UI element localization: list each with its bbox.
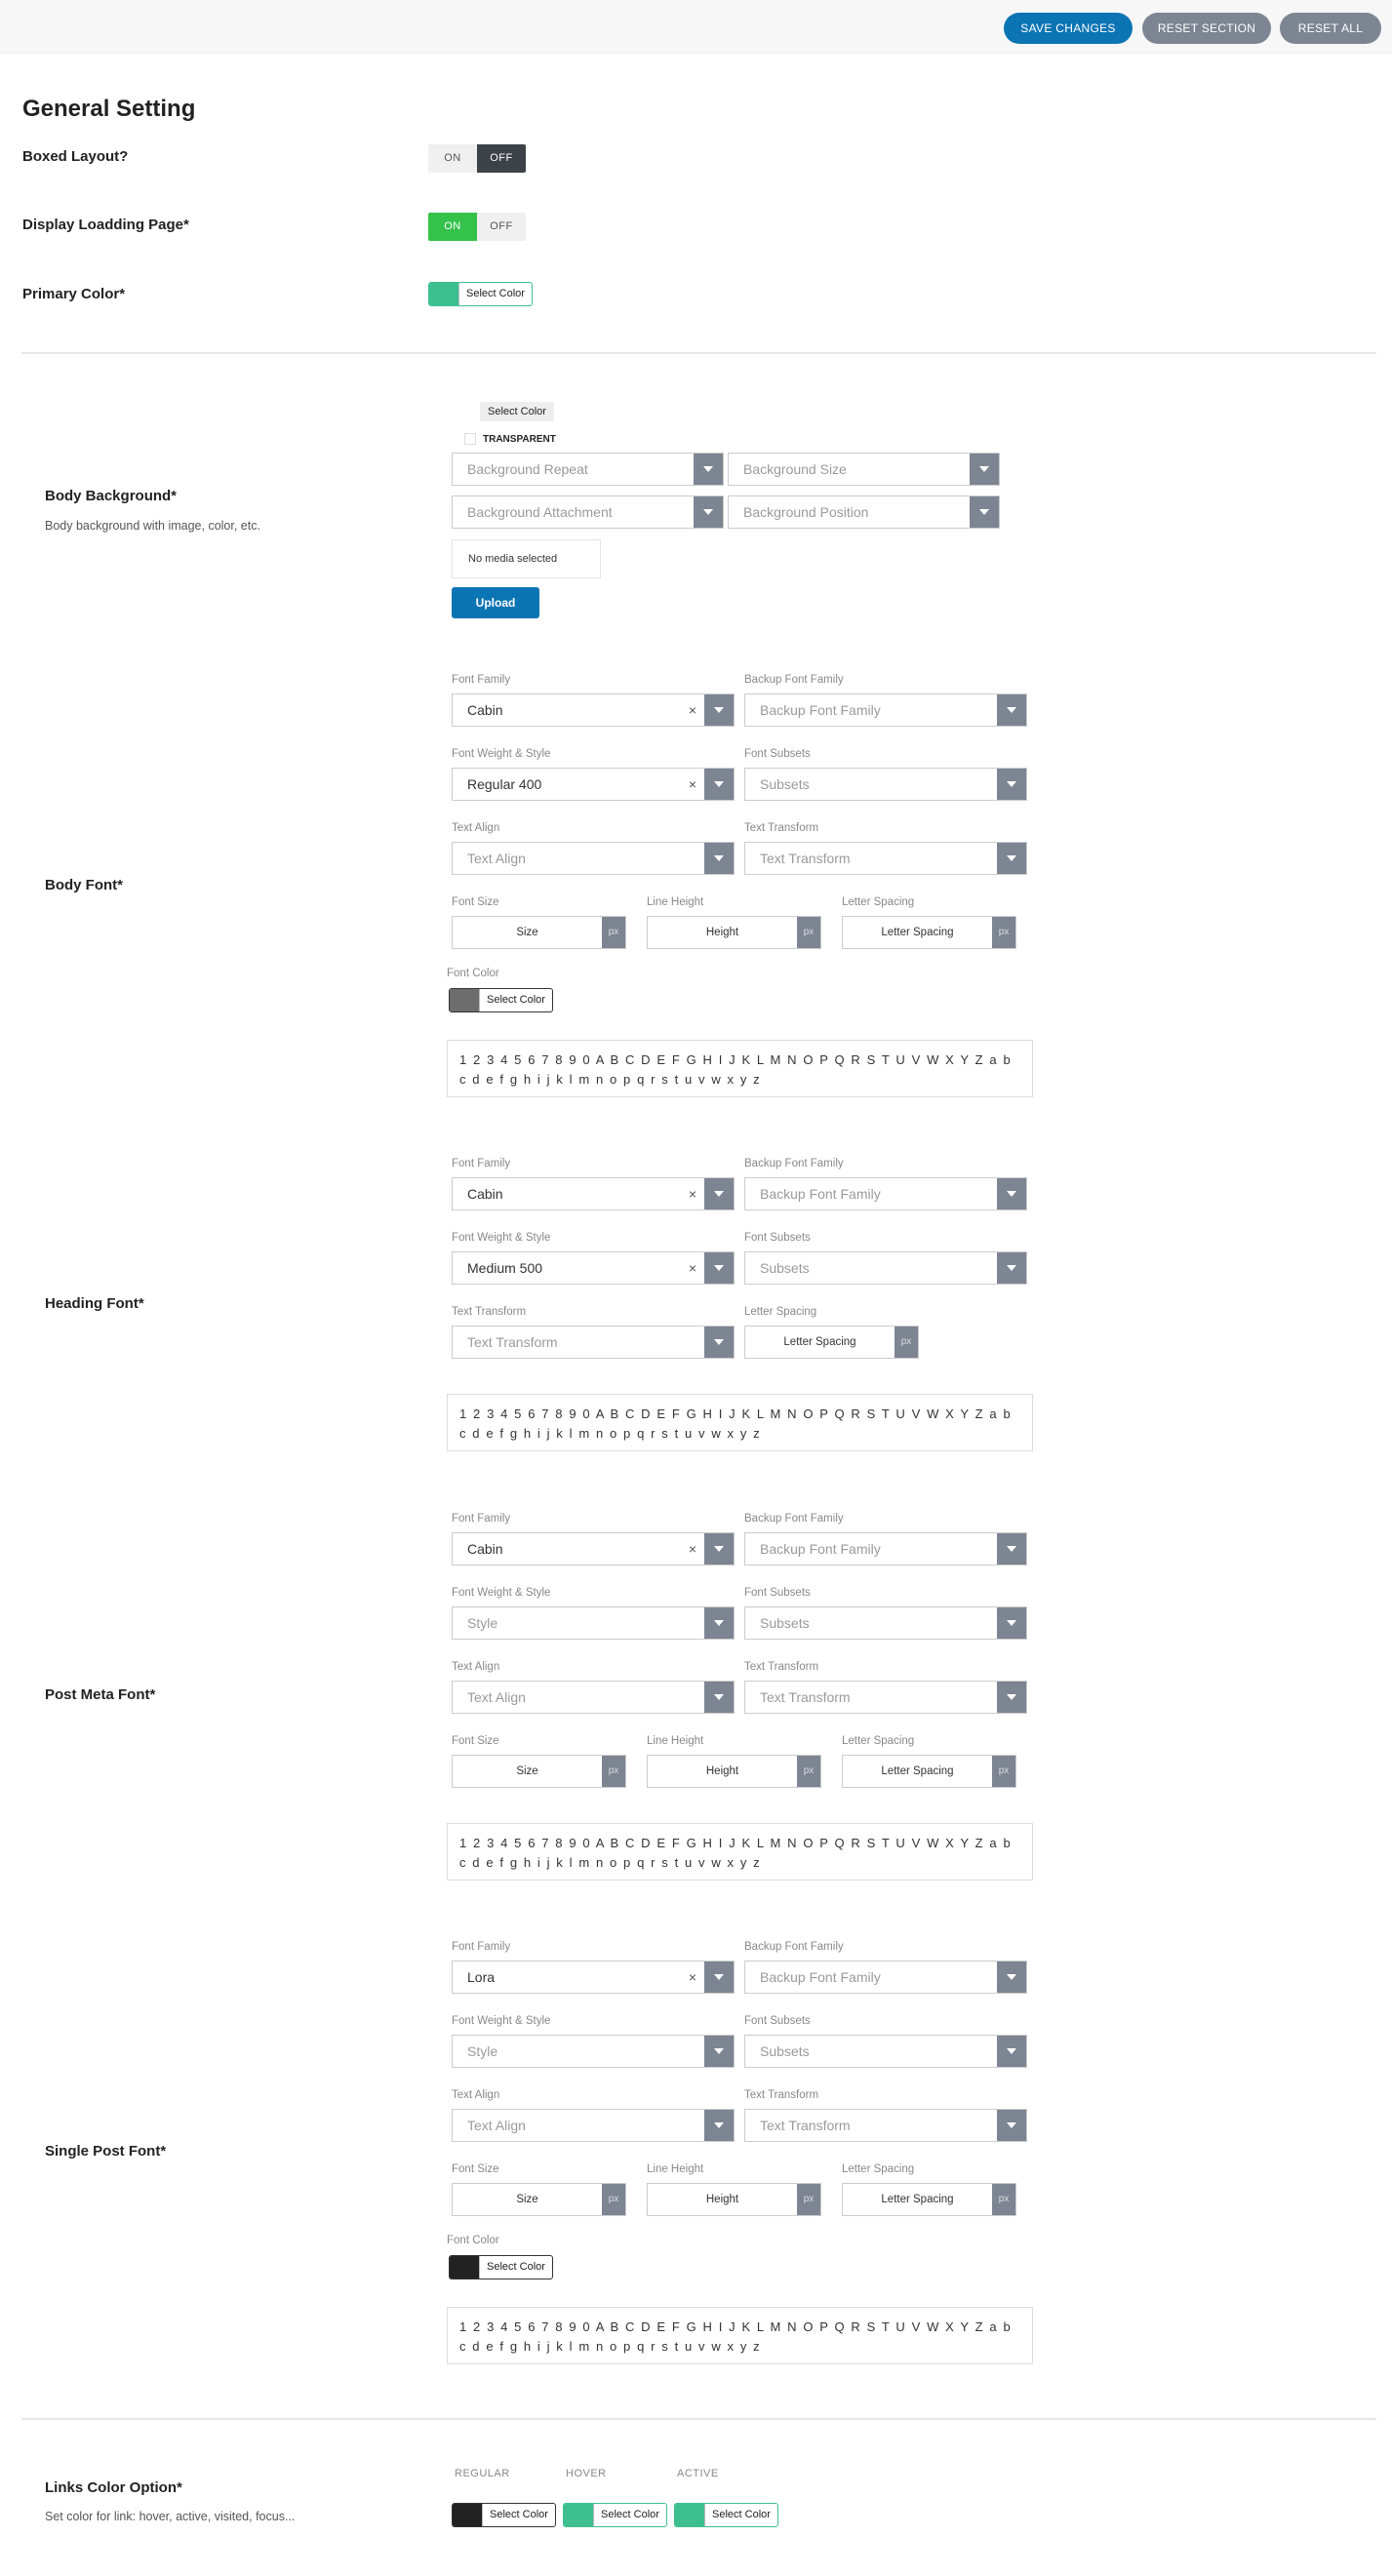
- upload-button[interactable]: Upload: [452, 587, 539, 618]
- select-placeholder: Style: [467, 2043, 498, 2059]
- select-placeholder: Subsets: [760, 1615, 810, 1631]
- font-subsets-select[interactable]: [744, 1251, 1027, 1285]
- reset-section-button[interactable]: RESET SECTION: [1142, 13, 1271, 44]
- font-family-select[interactable]: [452, 694, 735, 727]
- input-placeholder: Height: [705, 927, 739, 938]
- letter-spacing-input[interactable]: [842, 1755, 1016, 1788]
- unit-label: px: [797, 2184, 820, 2215]
- chevron-down-icon[interactable]: [997, 769, 1026, 800]
- font-family-select[interactable]: [452, 1961, 735, 1994]
- line-height-input[interactable]: [647, 916, 821, 949]
- font-size-input[interactable]: [452, 1755, 626, 1788]
- select-color-label: Select Color: [482, 2504, 555, 2526]
- clear-icon[interactable]: ×: [688, 702, 696, 718]
- chevron-down-icon[interactable]: [997, 1178, 1026, 1209]
- chevron-down-icon[interactable]: [704, 769, 734, 800]
- field-label: Letter Spacing: [842, 1735, 915, 1747]
- select-placeholder: Text Align: [467, 1689, 526, 1705]
- reset-all-button[interactable]: RESET ALL: [1280, 13, 1381, 44]
- field-label: Backup Font Family: [744, 674, 844, 686]
- unit-label: px: [992, 1756, 1015, 1787]
- unit-label: px: [797, 1756, 820, 1787]
- field-label: Font Subsets: [744, 1587, 811, 1599]
- body-font-label: Body Font*: [45, 877, 123, 893]
- field-label: Font Size: [452, 896, 499, 908]
- chevron-down-icon[interactable]: [970, 454, 999, 485]
- field-label: Font Size: [452, 2163, 499, 2175]
- field-label: Backup Font Family: [744, 1513, 844, 1525]
- field-label: Text Align: [452, 1661, 500, 1673]
- backup-font-select[interactable]: [744, 1532, 1027, 1565]
- field-label: Font Family: [452, 1941, 511, 1953]
- unit-label: px: [602, 2184, 625, 2215]
- select-placeholder: Text Align: [467, 2118, 526, 2133]
- select-placeholder: Backup Font Family: [760, 702, 881, 718]
- field-label: Letter Spacing: [744, 1306, 817, 1318]
- field-label: Text Transform: [744, 822, 819, 834]
- select-placeholder: Backup Font Family: [760, 1969, 881, 1985]
- body-background-label: Body Background*: [45, 488, 178, 504]
- primary-color-label: Primary Color*: [22, 286, 126, 302]
- chevron-down-icon[interactable]: [694, 454, 723, 485]
- font-weight-select[interactable]: [452, 1606, 735, 1640]
- chevron-down-icon[interactable]: [704, 2110, 734, 2141]
- select-color-label: Select Color: [704, 2504, 777, 2526]
- backup-font-select[interactable]: [744, 694, 1027, 727]
- select-placeholder: Backup Font Family: [760, 1186, 881, 1202]
- field-label: Text Transform: [744, 1661, 819, 1673]
- chevron-down-icon[interactable]: [997, 1962, 1026, 1993]
- links-color-description: Set color for link: hover, active, visited, focus...: [45, 2510, 296, 2523]
- field-label: Line Height: [647, 1735, 704, 1747]
- chevron-down-icon[interactable]: [704, 1327, 734, 1358]
- font-size-input[interactable]: [452, 916, 626, 949]
- background-color-picker[interactable]: Select Color: [480, 402, 554, 421]
- color-swatch: [564, 2504, 593, 2526]
- single-post-font-color-picker[interactable]: [449, 2255, 553, 2279]
- field-label: Text Transform: [744, 2089, 819, 2101]
- font-size-input[interactable]: [452, 2183, 626, 2216]
- field-label: Line Height: [647, 896, 704, 908]
- input-placeholder: Letter Spacing: [783, 1336, 856, 1348]
- text-transform-select[interactable]: [744, 842, 1027, 875]
- chevron-down-icon[interactable]: [704, 694, 734, 726]
- unit-label: px: [992, 2184, 1015, 2215]
- letter-spacing-input[interactable]: [842, 916, 1016, 949]
- save-changes-button[interactable]: SAVE CHANGES: [1004, 13, 1133, 44]
- select-color-label: Select Color: [458, 283, 532, 305]
- color-swatch: [453, 2504, 482, 2526]
- chevron-down-icon[interactable]: [997, 1607, 1026, 1639]
- field-label: Font Subsets: [744, 748, 811, 760]
- field-label: Font Weight & Style: [452, 1587, 551, 1599]
- color-swatch: [450, 989, 479, 1011]
- chevron-down-icon[interactable]: [704, 1252, 734, 1284]
- field-label: Letter Spacing: [842, 896, 915, 908]
- chevron-down-icon[interactable]: [997, 1252, 1026, 1284]
- select-color-label: Select Color: [593, 2504, 666, 2526]
- field-label: Font Color: [447, 2235, 499, 2246]
- color-swatch: [450, 2256, 479, 2279]
- field-label: Text Transform: [452, 1306, 527, 1318]
- field-label: Font Weight & Style: [452, 2015, 551, 2027]
- field-label: Text Align: [452, 822, 500, 834]
- clear-icon[interactable]: ×: [688, 1186, 696, 1202]
- field-label: Backup Font Family: [744, 1941, 844, 1953]
- font-family-select[interactable]: [452, 1177, 735, 1210]
- chevron-down-icon[interactable]: [997, 843, 1026, 874]
- select-value: Cabin: [467, 1186, 503, 1202]
- chevron-down-icon[interactable]: [694, 496, 723, 528]
- clear-icon[interactable]: ×: [688, 1541, 696, 1557]
- font-subsets-select[interactable]: [744, 768, 1027, 801]
- regular-caption: REGULAR: [455, 2468, 510, 2479]
- media-preview: No media selected: [452, 539, 601, 578]
- clear-icon[interactable]: ×: [688, 1969, 696, 1985]
- loading-page-toggle[interactable]: [428, 213, 526, 241]
- clear-icon[interactable]: ×: [688, 776, 696, 792]
- transparent-checkbox[interactable]: [464, 433, 476, 445]
- input-placeholder: Size: [516, 927, 538, 938]
- line-height-input[interactable]: [647, 1755, 821, 1788]
- field-label: Backup Font Family: [744, 1158, 844, 1169]
- select-value: Medium 500: [467, 1260, 543, 1276]
- body-font-preview: 1 2 3 4 5 6 7 8 9 0 A B C D E F G H I J K L M N O P Q R S T U V W X Y Z a b c d e f g h i j k l m n o p q r s t u v w x y z: [447, 1040, 1033, 1097]
- chevron-down-icon[interactable]: [997, 2110, 1026, 2141]
- background-position-select[interactable]: [728, 495, 1000, 529]
- input-placeholder: Size: [516, 1765, 538, 1777]
- boxed-layout-toggle[interactable]: [428, 144, 526, 173]
- font-weight-select[interactable]: [452, 2035, 735, 2068]
- toggle-off-option[interactable]: OFF: [477, 144, 526, 173]
- select-placeholder: Text Align: [467, 851, 526, 866]
- field-label: Letter Spacing: [842, 2163, 915, 2175]
- text-transform-select[interactable]: [744, 2109, 1027, 2142]
- text-align-select[interactable]: [452, 2109, 735, 2142]
- background-size-select[interactable]: [728, 453, 1000, 486]
- field-label: Font Size: [452, 1735, 499, 1747]
- link-active-color-picker[interactable]: [674, 2503, 778, 2527]
- body-background-description: Body background with image, color, etc.: [45, 519, 260, 533]
- chevron-down-icon[interactable]: [997, 694, 1026, 726]
- input-placeholder: Height: [705, 2194, 739, 2205]
- select-placeholder: Background Repeat: [467, 461, 588, 477]
- select-placeholder: Subsets: [760, 776, 810, 792]
- line-height-input[interactable]: [647, 2183, 821, 2216]
- active-caption: ACTIVE: [677, 2468, 719, 2479]
- input-placeholder: Letter Spacing: [881, 2194, 954, 2205]
- field-label: Font Color: [447, 968, 499, 979]
- chevron-down-icon[interactable]: [997, 1682, 1026, 1713]
- hover-caption: HOVER: [566, 2468, 607, 2479]
- input-placeholder: Letter Spacing: [881, 1765, 954, 1777]
- field-label: Font Subsets: [744, 1232, 811, 1244]
- field-label: Text Align: [452, 2089, 500, 2101]
- background-attachment-select[interactable]: [452, 495, 724, 529]
- chevron-down-icon[interactable]: [704, 1178, 734, 1209]
- chevron-down-icon[interactable]: [704, 1682, 734, 1713]
- select-placeholder: Background Position: [743, 504, 869, 520]
- field-label: Font Weight & Style: [452, 1232, 551, 1244]
- select-placeholder: Backup Font Family: [760, 1541, 881, 1557]
- chevron-down-icon[interactable]: [970, 496, 999, 528]
- chevron-down-icon[interactable]: [704, 843, 734, 874]
- text-transform-select[interactable]: [744, 1681, 1027, 1714]
- select-value: Regular 400: [467, 776, 542, 792]
- chevron-down-icon[interactable]: [704, 1962, 734, 1993]
- top-toolbar: [0, 0, 1392, 54]
- single-post-font-preview: 1 2 3 4 5 6 7 8 9 0 A B C D E F G H I J K L M N O P Q R S T U V W X Y Z a b c d e f g h i j k l m n o p q r s t u v w x y z: [447, 2307, 1033, 2364]
- select-placeholder: Text Transform: [760, 851, 851, 866]
- chevron-down-icon[interactable]: [704, 1533, 734, 1565]
- select-placeholder: Subsets: [760, 2043, 810, 2059]
- unit-label: px: [895, 1327, 918, 1358]
- chevron-down-icon[interactable]: [704, 1607, 734, 1639]
- font-weight-select[interactable]: [452, 768, 735, 801]
- toggle-on-option[interactable]: ON: [428, 144, 477, 173]
- post-meta-font-preview: 1 2 3 4 5 6 7 8 9 0 A B C D E F G H I J K L M N O P Q R S T U V W X Y Z a b c d e f g h i j k l m n o p q r s t u v w x y z: [447, 1823, 1033, 1881]
- clear-icon[interactable]: ×: [688, 1260, 696, 1276]
- field-label: Font Family: [452, 674, 511, 686]
- field-label: Font Subsets: [744, 2015, 811, 2027]
- transparent-label: TRANSPARENT: [483, 434, 556, 445]
- select-value: Cabin: [467, 1541, 503, 1557]
- select-placeholder: Text Transform: [760, 2118, 851, 2133]
- chevron-down-icon[interactable]: [997, 1533, 1026, 1565]
- text-align-select[interactable]: [452, 842, 735, 875]
- font-weight-select[interactable]: [452, 1251, 735, 1285]
- letter-spacing-input[interactable]: [842, 2183, 1016, 2216]
- backup-font-select[interactable]: [744, 1177, 1027, 1210]
- field-label: Font Family: [452, 1158, 511, 1169]
- text-transform-select[interactable]: [452, 1326, 735, 1359]
- select-placeholder: Background Attachment: [467, 504, 613, 520]
- heading-font-preview: 1 2 3 4 5 6 7 8 9 0 A B C D E F G H I J K L M N O P Q R S T U V W X Y Z a b c d e f g h i j k l m n o p q r s t u v w x y z: [447, 1394, 1033, 1451]
- loading-page-label: Display Loadding Page*: [22, 217, 189, 233]
- section-divider: [21, 2418, 1376, 2420]
- text-align-select[interactable]: [452, 1681, 735, 1714]
- post-meta-font-label: Post Meta Font*: [45, 1686, 156, 1703]
- heading-font-label: Heading Font*: [45, 1295, 144, 1312]
- letter-spacing-input[interactable]: [744, 1326, 919, 1359]
- color-swatch: [675, 2504, 704, 2526]
- chevron-down-icon[interactable]: [997, 2036, 1026, 2067]
- chevron-down-icon[interactable]: [704, 2036, 734, 2067]
- select-placeholder: Text Transform: [760, 1689, 851, 1705]
- unit-label: px: [602, 1756, 625, 1787]
- page-title: General Setting: [22, 96, 196, 122]
- font-subsets-select[interactable]: [744, 1606, 1027, 1640]
- link-regular-color-picker[interactable]: [452, 2503, 556, 2527]
- select-placeholder: Subsets: [760, 1260, 810, 1276]
- body-font-color-picker[interactable]: [449, 988, 553, 1012]
- toggle-off-option[interactable]: OFF: [477, 213, 526, 241]
- single-post-font-label: Single Post Font*: [45, 2143, 167, 2160]
- select-placeholder: Style: [467, 1615, 498, 1631]
- font-family-select[interactable]: [452, 1532, 735, 1565]
- field-label: Line Height: [647, 2163, 704, 2175]
- font-subsets-select[interactable]: [744, 2035, 1027, 2068]
- field-label: Font Family: [452, 1513, 511, 1525]
- background-repeat-select[interactable]: [452, 453, 724, 486]
- select-placeholder: Text Transform: [467, 1334, 558, 1350]
- input-placeholder: Size: [516, 2194, 538, 2205]
- toggle-on-option[interactable]: ON: [428, 213, 477, 241]
- links-color-label: Links Color Option*: [45, 2479, 182, 2496]
- select-value: Cabin: [467, 702, 503, 718]
- unit-label: px: [797, 917, 820, 948]
- select-color-label: Select Color: [479, 2256, 552, 2279]
- select-color-label: Select Color: [479, 989, 552, 1011]
- color-swatch: [429, 283, 458, 305]
- boxed-layout-label: Boxed Layout?: [22, 148, 129, 165]
- backup-font-select[interactable]: [744, 1961, 1027, 1994]
- section-divider: [21, 352, 1376, 354]
- select-value: Lora: [467, 1969, 496, 1985]
- select-placeholder: Background Size: [743, 461, 847, 477]
- field-label: Font Weight & Style: [452, 748, 551, 760]
- link-hover-color-picker[interactable]: [563, 2503, 667, 2527]
- input-placeholder: Letter Spacing: [881, 927, 954, 938]
- input-placeholder: Height: [705, 1765, 739, 1777]
- primary-color-picker[interactable]: [428, 282, 533, 306]
- unit-label: px: [992, 917, 1015, 948]
- unit-label: px: [602, 917, 625, 948]
